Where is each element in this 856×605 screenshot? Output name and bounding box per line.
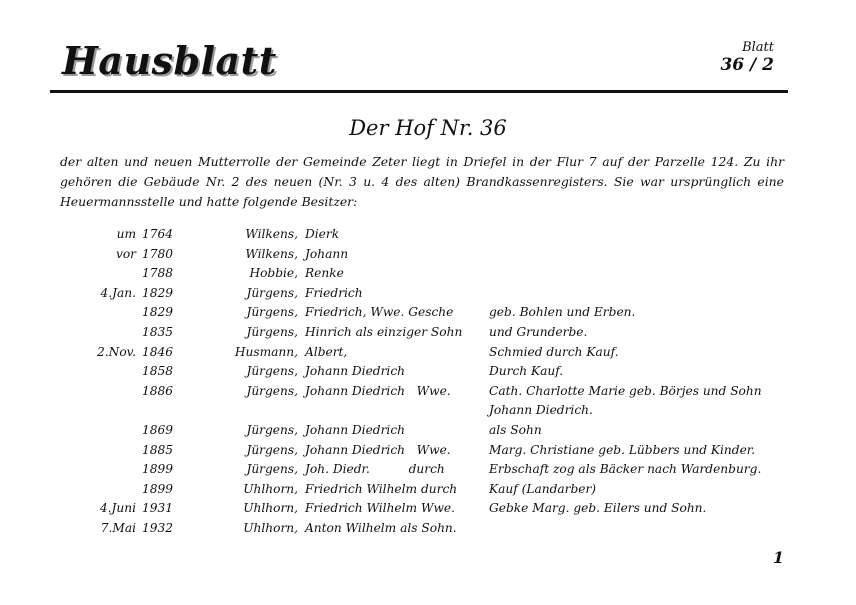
- owner-date: 4.Juni: [99, 501, 136, 516]
- header-divider: [50, 90, 788, 93]
- owner-given-name: Friedrich Wilhelm durch: [305, 481, 458, 496]
- owner-given-name: Friedrich, Wwe. Gesche: [305, 305, 454, 320]
- owner-note: Cath. Charlotte Marie geb. Börjes und Sohn: [489, 383, 762, 398]
- owner-row: [60, 345, 762, 365]
- owner-date: um: [116, 227, 136, 241]
- owner-note: [489, 247, 762, 267]
- owner-date: 4.Jan.: [100, 285, 136, 300]
- owner-surname: Uhlhorn,: [243, 520, 298, 535]
- owner-year: 1846: [142, 344, 174, 359]
- owner-row: [60, 286, 762, 306]
- owner-year: 1788: [142, 266, 174, 281]
- owner-year: 1931: [142, 501, 174, 516]
- owner-given-name: Hinrich als einziger Sohn: [305, 324, 463, 339]
- owner-year: [142, 403, 210, 423]
- owner-row: [60, 325, 762, 345]
- owner-given-name: [301, 403, 489, 423]
- owner-surname: Wilkens,: [245, 246, 298, 261]
- owner-date: [60, 325, 142, 345]
- owner-given-name: Friedrich Wilhelm Wwe.: [305, 501, 456, 516]
- owner-note: Johann Diedrich.: [489, 403, 593, 418]
- page-number: 1: [772, 548, 784, 567]
- owner-note: Schmied durch Kauf.: [489, 344, 619, 359]
- owner-row: [60, 501, 762, 521]
- owner-note: Erbschaft zog als Bäcker nach Wardenburg.: [489, 462, 762, 477]
- owner-date: [60, 266, 142, 286]
- owner-note: [489, 286, 762, 306]
- owner-note: [489, 521, 762, 541]
- owner-year: 1829: [142, 285, 174, 300]
- section-title: Der Hof Nr. 36: [349, 116, 507, 140]
- owner-date: [60, 482, 142, 502]
- owner-year: 1858: [142, 364, 174, 379]
- owner-surname: Uhlhorn,: [243, 481, 298, 496]
- owner-date: [60, 364, 142, 384]
- owner-surname: Wilkens,: [245, 227, 298, 241]
- owner-row: [60, 305, 762, 325]
- owner-year: 1886: [142, 383, 174, 398]
- owner-row: [60, 384, 762, 404]
- owners-table: [60, 227, 762, 541]
- owner-row: [60, 227, 762, 247]
- owner-year: 1829: [142, 305, 174, 320]
- owner-row: [60, 403, 762, 423]
- owner-row: [60, 266, 762, 286]
- owner-year: 1764: [142, 227, 174, 241]
- owner-year: 1885: [142, 442, 174, 457]
- owner-date: [60, 384, 142, 404]
- owner-given-name: Dierk: [305, 227, 340, 241]
- owner-year: 1780: [142, 246, 174, 261]
- owner-given-name: Joh. Diedr. durch: [305, 462, 445, 477]
- owner-note: und Grunderbe.: [489, 324, 588, 339]
- owner-note: Marg. Christiane geb. Lübbers und Kinder.: [489, 442, 756, 457]
- page-title: Hausblatt: [62, 38, 277, 83]
- owner-note: Kauf (Landarber): [489, 481, 597, 496]
- owner-note: als Sohn: [489, 422, 542, 437]
- owner-surname: Jürgens,: [246, 383, 298, 398]
- owner-row: [60, 443, 762, 463]
- owner-surname: [210, 403, 301, 423]
- owner-date: [60, 462, 142, 482]
- owner-date: [60, 305, 142, 325]
- owner-row: [60, 247, 762, 267]
- owner-surname: Jürgens,: [246, 324, 298, 339]
- owner-row: [60, 462, 762, 482]
- intro-paragraph: der alten und neuen Mutterrolle der Gemeinde Zeter liegt in Driefel in der Flur 7 auf der Parzelle 124. Zu ihr gehören die Gebäude Nr. 2 des neuen (Nr. 3 u. 4 des alten) Brandkassenregisters. Sie war ursprünglich eine Heuermannsstelle und hatte folgende Besitzer:: [60, 154, 784, 209]
- owner-given-name: Johann Diedrich: [305, 364, 405, 379]
- owner-note: Durch Kauf.: [489, 364, 564, 379]
- owner-year: 1835: [142, 324, 174, 339]
- owner-year: 1869: [142, 422, 174, 437]
- owner-year: 1899: [142, 481, 174, 496]
- owner-row: [60, 423, 762, 443]
- owner-surname: Hobbie,: [249, 266, 298, 281]
- owner-date: vor: [115, 246, 136, 261]
- owner-row: [60, 521, 762, 541]
- sheet-number: 36 / 2: [720, 55, 774, 75]
- owner-date: 2.Nov.: [97, 344, 136, 359]
- owner-surname: Jürgens,: [246, 364, 298, 379]
- owner-given-name: Renke: [305, 266, 344, 281]
- owner-row: [60, 364, 762, 384]
- owner-date: 7.Mai: [100, 520, 136, 535]
- owner-note: geb. Bohlen und Erben.: [489, 305, 636, 320]
- owner-surname: Husmann,: [234, 344, 298, 359]
- sheet-label-text: Blatt: [742, 40, 774, 55]
- sheet-label: [720, 40, 774, 75]
- owner-given-name: Johann Diedrich: [305, 422, 405, 437]
- owner-given-name: Anton Wilhelm als Sohn.: [305, 520, 457, 535]
- owner-date: [60, 423, 142, 443]
- owner-note: [489, 266, 762, 286]
- owner-year: 1932: [142, 520, 174, 535]
- owner-given-name: Friedrich: [305, 285, 363, 300]
- owner-given-name: Albert,: [305, 344, 348, 359]
- owner-surname: Uhlhorn,: [243, 501, 298, 516]
- owner-given-name: Johann Diedrich Wwe.: [305, 442, 451, 457]
- owner-surname: Jürgens,: [246, 305, 298, 320]
- owner-note: [489, 227, 762, 247]
- owner-year: 1899: [142, 462, 174, 477]
- owner-surname: Jürgens,: [246, 422, 298, 437]
- owner-note: Gebke Marg. geb. Eilers und Sohn.: [489, 501, 707, 516]
- owner-surname: Jürgens,: [246, 285, 298, 300]
- owner-date: [60, 403, 142, 423]
- owner-surname: Jürgens,: [246, 442, 298, 457]
- owner-surname: Jürgens,: [246, 462, 298, 477]
- owner-row: [60, 482, 762, 502]
- owner-given-name: Johann Diedrich Wwe.: [305, 383, 451, 398]
- owner-date: [60, 443, 142, 463]
- owner-given-name: Johann: [305, 246, 349, 261]
